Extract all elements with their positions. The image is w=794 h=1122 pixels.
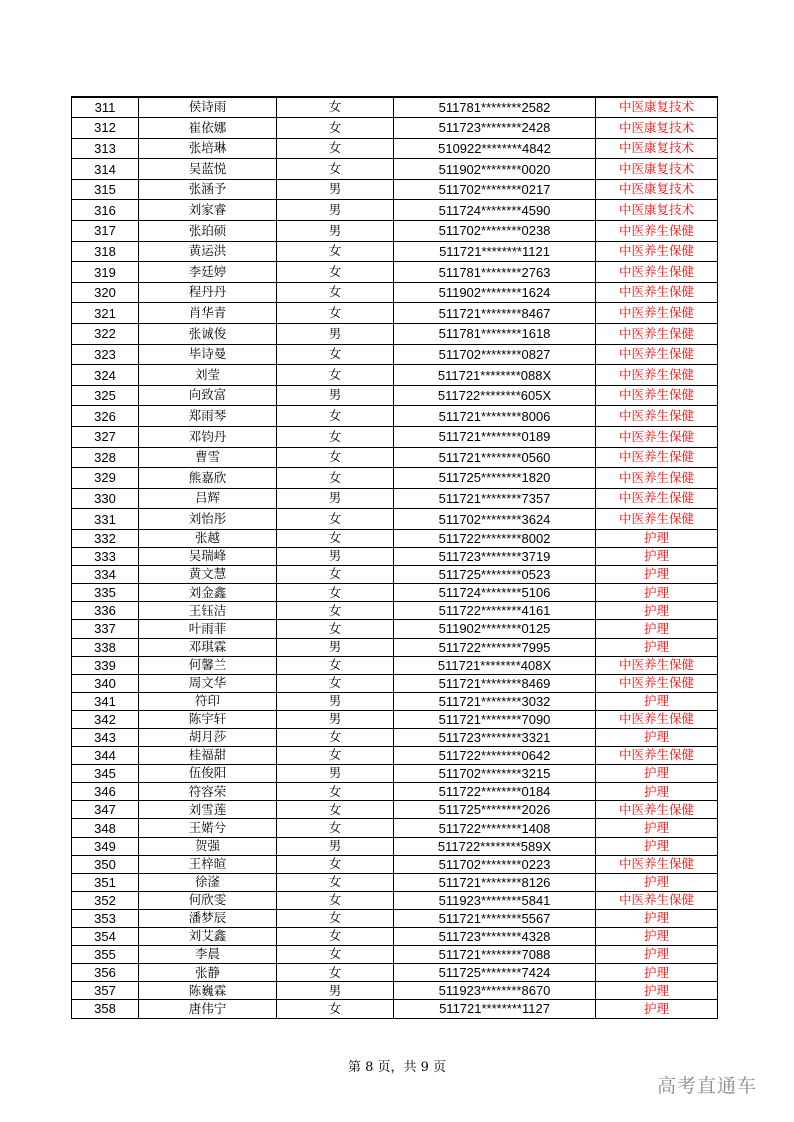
student-name: 周文华 — [139, 674, 277, 692]
student-name: 王梓暄 — [139, 855, 277, 873]
row-number: 354 — [72, 928, 139, 946]
row-number: 321 — [72, 303, 139, 324]
major: 护理 — [596, 548, 718, 566]
gender: 男 — [277, 385, 394, 406]
row-number: 353 — [72, 909, 139, 927]
student-name: 吴蓝悦 — [139, 159, 277, 180]
major: 中医康复技术 — [596, 97, 718, 118]
row-number: 334 — [72, 566, 139, 584]
id-number: 511721********0560 — [394, 447, 596, 468]
table-row — [72, 241, 718, 262]
table-row — [72, 566, 718, 584]
major: 中医养生保健 — [596, 468, 718, 489]
student-name: 黄运洪 — [139, 241, 277, 262]
student-name: 吴瑞峰 — [139, 548, 277, 566]
row-number: 332 — [72, 529, 139, 547]
row-number: 342 — [72, 710, 139, 728]
id-number: 511781********2763 — [394, 262, 596, 283]
row-number: 329 — [72, 468, 139, 489]
id-number: 511902********1624 — [394, 282, 596, 303]
gender: 女 — [277, 674, 394, 692]
major: 中医养生保健 — [596, 801, 718, 819]
gender: 女 — [277, 909, 394, 927]
id-number: 511721********0189 — [394, 427, 596, 448]
table-row — [72, 138, 718, 159]
row-number: 348 — [72, 819, 139, 837]
row-number: 338 — [72, 638, 139, 656]
row-number: 350 — [72, 855, 139, 873]
student-name: 毕诗曼 — [139, 344, 277, 365]
major: 中医养生保健 — [596, 855, 718, 873]
major: 护理 — [596, 620, 718, 638]
student-name: 张涵予 — [139, 179, 277, 200]
row-number: 355 — [72, 946, 139, 964]
row-number: 357 — [72, 982, 139, 1000]
id-number: 511722********7995 — [394, 638, 596, 656]
id-number: 511721********8126 — [394, 873, 596, 891]
gender: 男 — [277, 692, 394, 710]
id-number: 511781********1618 — [394, 324, 596, 345]
major: 护理 — [596, 837, 718, 855]
student-name: 唐伟宁 — [139, 1000, 277, 1018]
table-row — [72, 674, 718, 692]
major: 护理 — [596, 602, 718, 620]
student-name: 程丹丹 — [139, 282, 277, 303]
student-name: 陈巍霖 — [139, 982, 277, 1000]
gender: 女 — [277, 747, 394, 765]
table-row — [72, 509, 718, 530]
id-number: 511725********1820 — [394, 468, 596, 489]
id-number: 511702********0223 — [394, 855, 596, 873]
table-row — [72, 909, 718, 927]
major: 护理 — [596, 692, 718, 710]
id-number: 511721********3032 — [394, 692, 596, 710]
id-number: 511902********0020 — [394, 159, 596, 180]
student-name: 曹雪 — [139, 447, 277, 468]
gender: 女 — [277, 427, 394, 448]
major: 护理 — [596, 584, 718, 602]
gender: 女 — [277, 584, 394, 602]
gender: 女 — [277, 801, 394, 819]
student-name: 侯诗雨 — [139, 97, 277, 118]
table-row — [72, 783, 718, 801]
row-number: 317 — [72, 221, 139, 242]
student-name: 胡月莎 — [139, 729, 277, 747]
table-row — [72, 1000, 718, 1018]
student-name: 叶雨菲 — [139, 620, 277, 638]
major: 中医养生保健 — [596, 747, 718, 765]
id-number: 511723********3719 — [394, 548, 596, 566]
table-row — [72, 602, 718, 620]
student-name: 张诚俊 — [139, 324, 277, 345]
table-row — [72, 179, 718, 200]
row-number: 312 — [72, 118, 139, 139]
student-name: 张越 — [139, 529, 277, 547]
student-table — [71, 96, 718, 1019]
table-row — [72, 819, 718, 837]
student-name: 张静 — [139, 964, 277, 982]
gender: 女 — [277, 509, 394, 530]
student-name: 邓琪霖 — [139, 638, 277, 656]
student-name: 崔依娜 — [139, 118, 277, 139]
row-number: 337 — [72, 620, 139, 638]
student-name: 熊嘉欣 — [139, 468, 277, 489]
row-number: 356 — [72, 964, 139, 982]
id-number: 511702********3215 — [394, 765, 596, 783]
gender: 女 — [277, 656, 394, 674]
id-number: 511724********4590 — [394, 200, 596, 221]
gender: 女 — [277, 344, 394, 365]
id-number: 511721********5567 — [394, 909, 596, 927]
gender: 女 — [277, 406, 394, 427]
major: 护理 — [596, 964, 718, 982]
table-row — [72, 97, 718, 118]
table-row — [72, 747, 718, 765]
major: 中医养生保健 — [596, 365, 718, 386]
table-row — [72, 656, 718, 674]
table-row — [72, 620, 718, 638]
id-number: 511781********2582 — [394, 97, 596, 118]
id-number: 511721********1127 — [394, 1000, 596, 1018]
table-body — [72, 97, 718, 1018]
student-name: 吕辉 — [139, 488, 277, 509]
gender: 男 — [277, 765, 394, 783]
gender: 男 — [277, 837, 394, 855]
table-row — [72, 584, 718, 602]
row-number: 352 — [72, 891, 139, 909]
table-row — [72, 282, 718, 303]
id-number: 511721********088X — [394, 365, 596, 386]
gender: 女 — [277, 819, 394, 837]
major: 中医养生保健 — [596, 406, 718, 427]
gender: 女 — [277, 891, 394, 909]
id-number: 511721********7357 — [394, 488, 596, 509]
student-name: 刘金鑫 — [139, 584, 277, 602]
table-row — [72, 710, 718, 728]
id-number: 511721********408X — [394, 656, 596, 674]
id-number: 511702********0217 — [394, 179, 596, 200]
student-name: 何馨兰 — [139, 656, 277, 674]
major: 护理 — [596, 909, 718, 927]
major: 护理 — [596, 928, 718, 946]
gender: 女 — [277, 873, 394, 891]
row-number: 313 — [72, 138, 139, 159]
student-name: 王钰洁 — [139, 602, 277, 620]
id-number: 511722********0184 — [394, 783, 596, 801]
row-number: 331 — [72, 509, 139, 530]
id-number: 511923********8670 — [394, 982, 596, 1000]
row-number: 336 — [72, 602, 139, 620]
student-name: 伍俊阳 — [139, 765, 277, 783]
row-number: 324 — [72, 365, 139, 386]
id-number: 511721********8006 — [394, 406, 596, 427]
student-name: 郑雨琴 — [139, 406, 277, 427]
student-name: 李廷婷 — [139, 262, 277, 283]
student-name: 刘莹 — [139, 365, 277, 386]
row-number: 328 — [72, 447, 139, 468]
gender: 男 — [277, 710, 394, 728]
table-row — [72, 262, 718, 283]
table-row — [72, 118, 718, 139]
gender: 女 — [277, 620, 394, 638]
gender: 女 — [277, 97, 394, 118]
row-number: 311 — [72, 97, 139, 118]
table-row — [72, 873, 718, 891]
row-number: 319 — [72, 262, 139, 283]
student-name: 符容荣 — [139, 783, 277, 801]
gender: 男 — [277, 179, 394, 200]
major: 中医养生保健 — [596, 303, 718, 324]
major: 护理 — [596, 946, 718, 964]
id-number: 511725********7424 — [394, 964, 596, 982]
gender: 女 — [277, 447, 394, 468]
gender: 女 — [277, 529, 394, 547]
gender: 女 — [277, 566, 394, 584]
gender: 女 — [277, 282, 394, 303]
watermark: 高考直通车 — [657, 1075, 758, 1097]
table-row — [72, 946, 718, 964]
gender: 女 — [277, 1000, 394, 1018]
major: 护理 — [596, 566, 718, 584]
student-name: 邓钧丹 — [139, 427, 277, 448]
table-row — [72, 692, 718, 710]
id-number: 511722********8002 — [394, 529, 596, 547]
gender: 女 — [277, 138, 394, 159]
student-name: 王婼兮 — [139, 819, 277, 837]
student-name: 刘家睿 — [139, 200, 277, 221]
major: 中医康复技术 — [596, 159, 718, 180]
major: 护理 — [596, 1000, 718, 1018]
table-row — [72, 406, 718, 427]
major: 中医养生保健 — [596, 324, 718, 345]
student-name: 潘梦辰 — [139, 909, 277, 927]
gender: 男 — [277, 200, 394, 221]
gender: 女 — [277, 729, 394, 747]
student-name: 徐滏 — [139, 873, 277, 891]
table-row — [72, 221, 718, 242]
major: 中医养生保健 — [596, 891, 718, 909]
id-number: 511723********4328 — [394, 928, 596, 946]
table-row — [72, 982, 718, 1000]
table-row — [72, 964, 718, 982]
row-number: 333 — [72, 548, 139, 566]
gender: 女 — [277, 262, 394, 283]
table-row — [72, 891, 718, 909]
student-name: 张培琳 — [139, 138, 277, 159]
gender: 女 — [277, 928, 394, 946]
major: 护理 — [596, 783, 718, 801]
row-number: 347 — [72, 801, 139, 819]
table-row — [72, 427, 718, 448]
student-name: 刘艾鑫 — [139, 928, 277, 946]
major: 中医康复技术 — [596, 118, 718, 139]
id-number: 511721********8469 — [394, 674, 596, 692]
id-number: 511902********0125 — [394, 620, 596, 638]
major: 中医养生保健 — [596, 427, 718, 448]
id-number: 511725********2026 — [394, 801, 596, 819]
table-row — [72, 468, 718, 489]
gender: 男 — [277, 488, 394, 509]
row-number: 339 — [72, 656, 139, 674]
major: 中医养生保健 — [596, 385, 718, 406]
row-number: 351 — [72, 873, 139, 891]
major: 中医养生保健 — [596, 344, 718, 365]
gender: 男 — [277, 548, 394, 566]
major: 中医养生保健 — [596, 674, 718, 692]
table-row — [72, 159, 718, 180]
row-number: 344 — [72, 747, 139, 765]
id-number: 511721********7090 — [394, 710, 596, 728]
gender: 女 — [277, 303, 394, 324]
id-number: 511723********2428 — [394, 118, 596, 139]
major: 中医养生保健 — [596, 221, 718, 242]
major: 中医养生保健 — [596, 710, 718, 728]
gender: 男 — [277, 638, 394, 656]
table-row — [72, 638, 718, 656]
row-number: 341 — [72, 692, 139, 710]
student-name: 向致富 — [139, 385, 277, 406]
id-number: 511702********0827 — [394, 344, 596, 365]
table-row — [72, 344, 718, 365]
id-number: 511722********589X — [394, 837, 596, 855]
gender: 女 — [277, 159, 394, 180]
major: 中医养生保健 — [596, 509, 718, 530]
student-name: 黄文慧 — [139, 566, 277, 584]
major: 中医养生保健 — [596, 241, 718, 262]
gender: 女 — [277, 855, 394, 873]
major: 中医康复技术 — [596, 179, 718, 200]
row-number: 335 — [72, 584, 139, 602]
id-number: 511722********4161 — [394, 602, 596, 620]
major: 中医康复技术 — [596, 138, 718, 159]
row-number: 316 — [72, 200, 139, 221]
id-number: 511702********0238 — [394, 221, 596, 242]
major: 护理 — [596, 982, 718, 1000]
row-number: 358 — [72, 1000, 139, 1018]
id-number: 511721********7088 — [394, 946, 596, 964]
id-number: 510922********4842 — [394, 138, 596, 159]
gender: 女 — [277, 946, 394, 964]
row-number: 322 — [72, 324, 139, 345]
student-name: 陈宇轩 — [139, 710, 277, 728]
student-name: 何欣雯 — [139, 891, 277, 909]
row-number: 326 — [72, 406, 139, 427]
student-name: 桂福甜 — [139, 747, 277, 765]
id-number: 511721********1121 — [394, 241, 596, 262]
table-row — [72, 729, 718, 747]
row-number: 343 — [72, 729, 139, 747]
table-row — [72, 365, 718, 386]
row-number: 318 — [72, 241, 139, 262]
table-row — [72, 801, 718, 819]
gender: 女 — [277, 602, 394, 620]
gender: 男 — [277, 221, 394, 242]
table-row — [72, 324, 718, 345]
table-row — [72, 765, 718, 783]
row-number: 325 — [72, 385, 139, 406]
table-row — [72, 488, 718, 509]
id-number: 511721********8467 — [394, 303, 596, 324]
id-number: 511725********0523 — [394, 566, 596, 584]
table-row — [72, 855, 718, 873]
student-name: 肖华青 — [139, 303, 277, 324]
id-number: 511722********0642 — [394, 747, 596, 765]
id-number: 511923********5841 — [394, 891, 596, 909]
gender: 女 — [277, 783, 394, 801]
table-row — [72, 447, 718, 468]
gender: 女 — [277, 118, 394, 139]
table-row — [72, 928, 718, 946]
page-footer: 第 8 页，共 9 页 — [347, 1060, 447, 1075]
row-number: 315 — [72, 179, 139, 200]
row-number: 340 — [72, 674, 139, 692]
row-number: 345 — [72, 765, 139, 783]
student-name: 李晨 — [139, 946, 277, 964]
major: 护理 — [596, 529, 718, 547]
gender: 男 — [277, 324, 394, 345]
gender: 女 — [277, 241, 394, 262]
table-row — [72, 837, 718, 855]
row-number: 323 — [72, 344, 139, 365]
row-number: 320 — [72, 282, 139, 303]
major: 护理 — [596, 638, 718, 656]
major: 中医养生保健 — [596, 282, 718, 303]
row-number: 346 — [72, 783, 139, 801]
major: 中医养生保健 — [596, 447, 718, 468]
major: 中医养生保健 — [596, 488, 718, 509]
major: 中医养生保健 — [596, 262, 718, 283]
row-number: 349 — [72, 837, 139, 855]
id-number: 511722********605X — [394, 385, 596, 406]
row-number: 330 — [72, 488, 139, 509]
student-name: 贺强 — [139, 837, 277, 855]
student-name: 张珀硕 — [139, 221, 277, 242]
table-row — [72, 529, 718, 547]
major: 护理 — [596, 765, 718, 783]
table-row — [72, 385, 718, 406]
major: 中医康复技术 — [596, 200, 718, 221]
gender: 男 — [277, 982, 394, 1000]
id-number: 511722********1408 — [394, 819, 596, 837]
gender: 女 — [277, 964, 394, 982]
student-name: 刘怡彤 — [139, 509, 277, 530]
major: 中医养生保健 — [596, 656, 718, 674]
row-number: 314 — [72, 159, 139, 180]
student-name: 刘雪莲 — [139, 801, 277, 819]
id-number: 511702********3624 — [394, 509, 596, 530]
major: 护理 — [596, 729, 718, 747]
major: 护理 — [596, 873, 718, 891]
table-row — [72, 548, 718, 566]
major: 护理 — [596, 819, 718, 837]
gender: 女 — [277, 365, 394, 386]
id-number: 511724********5106 — [394, 584, 596, 602]
student-name: 符印 — [139, 692, 277, 710]
table-row — [72, 200, 718, 221]
row-number: 327 — [72, 427, 139, 448]
table-row — [72, 303, 718, 324]
gender: 女 — [277, 468, 394, 489]
id-number: 511723********3321 — [394, 729, 596, 747]
